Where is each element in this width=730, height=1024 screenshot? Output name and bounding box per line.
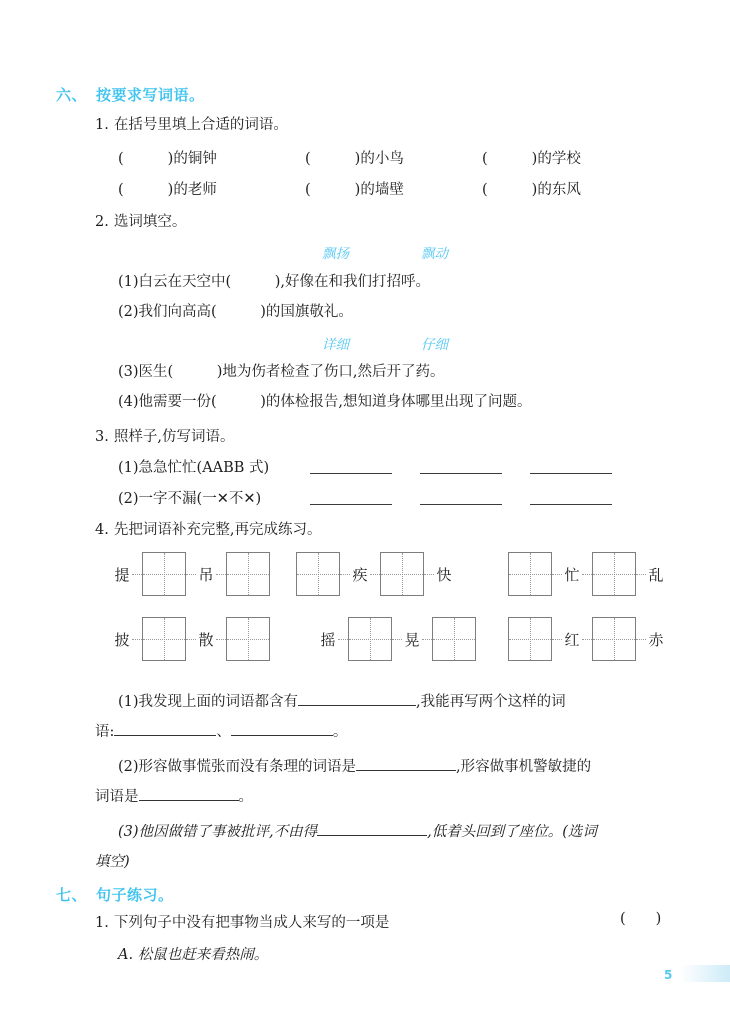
q6-4-sub-2-line-1 [118,755,591,776]
dot-connector [132,639,142,640]
q6-3-item-1-label: (1)急急忙忙(AABB 式) [118,460,270,476]
q6-4-sub-2-text-a: (2)形容做事慌张而没有条理的词语是 [118,759,357,775]
tianzige-box[interactable] [508,617,552,661]
tianzige-box[interactable] [226,552,270,596]
q6-4-sub-2-blank-1[interactable] [356,756,456,771]
page-number: 5 [664,968,673,982]
q6-1-row2-item1[interactable] [118,178,217,199]
section-six-heading [56,84,205,105]
dot-connector [392,639,402,640]
tianzige-box[interactable] [592,552,636,596]
q6-4-sub-1-text-b: ,我能再写两个这样的词 [416,694,566,710]
q6-1-word5: )的墙壁 [354,182,404,198]
q6-4-text: 先把词语补充完整,再完成练习。 [113,522,322,538]
tianzige-box[interactable] [142,617,186,661]
q6-1-word6: )的东风 [531,182,581,198]
q6-2-text: 选词填空。 [113,214,187,230]
q6-3-prompt [95,425,234,446]
q6-4-sub-2-line-2 [95,785,253,806]
q6-1-row2-item2[interactable] [305,178,404,199]
q6-2-prompt [95,210,186,231]
section-seven-heading [56,884,174,905]
q6-4-sub-1-blank-1[interactable] [298,691,416,706]
grid-mid-char: 散 [198,630,214,649]
q6-4-grid-group-5 [318,617,476,661]
q6-1-text: 在括号里填上合适的词语。 [113,117,288,133]
paren-open: ( [118,182,124,198]
q6-3-text: 照样子,仿写词语。 [113,429,235,445]
q6-4-sub-3-text-a: (3)他因做错了事被批评,不由得 [118,824,318,840]
paren-open: ( [305,182,311,198]
grid-lead-char: 提 [114,565,130,584]
dot-connector [636,639,646,640]
q6-3-item-1-blank-2[interactable] [420,473,502,474]
q6-3-item-2-blank-3[interactable] [530,504,612,505]
word-bank-1-item-2: 飘动 [421,246,448,262]
dot-connector [636,574,646,575]
dot-connector [422,639,432,640]
q6-4-grid-group-2 [296,552,454,596]
dot-connector [216,574,226,575]
q6-2-item-3[interactable]: (3)医生( )地为伤者检查了伤口,然后开了药。 [118,364,445,380]
q6-4-sub-3-blank-1[interactable] [317,821,427,836]
dot-connector [424,574,434,575]
dot-connector [370,574,380,575]
q7-1-number: 1. [95,915,109,931]
q6-1-word4: )的老师 [167,182,217,198]
grid-lead-char: 摇 [320,630,336,649]
q6-4-sub-3-text-b: ,低着头回到了座位。(选词 [427,824,597,840]
q6-1-word1: )的铜钟 [167,151,217,167]
answer-paren-close: ) [655,911,662,927]
q6-4-sub-3-line-2: 填空) [95,854,130,870]
q6-4-sub-1-sep: 、 [216,724,231,740]
q7-1-prompt [95,911,389,932]
q6-4-sub-1-text-a: (1)我发现上面的词语都含有 [118,694,299,710]
q6-2-word-bank-2 [322,333,448,353]
answer-paren-open: ( [620,911,626,927]
tianzige-box[interactable] [432,617,476,661]
grid-lead-char: 披 [114,630,130,649]
q6-4-sub-2-blank-2[interactable] [139,786,239,801]
paren-open: ( [482,182,488,198]
q6-4-grid-group-3 [508,552,666,596]
footer-gradient-bar [680,965,730,982]
grid-mid-char: 晃 [404,630,420,649]
dot-connector [216,639,226,640]
q6-4-grid-group-6 [508,617,666,661]
word-bank-2-item-2: 仔细 [421,337,448,353]
q6-1-row2-item3[interactable] [482,178,581,199]
q6-4-sub-1-text-c: 语: [95,724,115,740]
grid-mid-char: 红 [564,630,580,649]
q6-4-sub-3-line-1 [118,820,597,841]
q6-1-row1-item2[interactable] [305,147,404,168]
q7-1-answer-box[interactable] [620,911,661,927]
dot-connector [552,574,562,575]
dot-connector [186,574,196,575]
grid-mid-char: 疾 [352,565,368,584]
q7-1-text: 下列句子中没有把事物当成人来写的一项是 [113,915,390,931]
dot-connector [338,639,348,640]
q7-1-option-a[interactable]: A. 松鼠也赶来看热闹。 [118,947,269,963]
section-seven-title: 句子练习。 [96,886,174,904]
q6-2-item-2[interactable]: (2)我们向高高( )的国旗敬礼。 [118,304,353,320]
tianzige-box[interactable] [592,617,636,661]
grid-mid-char: 忙 [564,565,580,584]
dot-connector [132,574,142,575]
q6-1-number: 1. [95,117,109,133]
dot-connector [582,639,592,640]
q6-3-item-1-blank-1[interactable] [310,473,392,474]
paren-open: ( [482,151,488,167]
q6-4-prompt [95,518,321,539]
q6-3-number: 3. [95,429,109,445]
q6-4-sub-1-blank-3[interactable] [231,721,333,736]
tianzige-box[interactable] [142,552,186,596]
q6-4-sub-1-line-2 [95,720,347,741]
q6-1-word3: )的学校 [531,151,581,167]
q6-4-sub-1-blank-2[interactable] [114,721,216,736]
q6-1-row1-item3[interactable] [482,147,581,168]
word-bank-2-item-1: 详细 [322,337,349,353]
section-six-number: 六、 [56,86,88,104]
q6-4-sub-2-text-d: 。 [238,789,253,805]
q6-4-sub-2-text-b: ,形容做事机警敏捷的 [456,759,592,775]
tianzige-box[interactable] [296,552,340,596]
tianzige-box[interactable] [348,617,392,661]
grid-mid-char: 吊 [198,565,214,584]
q6-4-grid-group-4 [112,617,270,661]
grid-trail-char: 快 [436,565,452,584]
section-six-title: 按要求写词语。 [96,86,205,104]
paren-open: ( [305,151,311,167]
q6-3-item-1-blank-3[interactable] [530,473,612,474]
q6-3-item-2-label: (2)一字不漏(一✕不✕) [118,491,262,507]
section-seven-number: 七、 [56,886,88,904]
tianzige-box[interactable] [226,617,270,661]
dot-connector [582,574,592,575]
q6-2-number: 2. [95,214,109,230]
word-bank-1-item-1: 飘扬 [322,246,349,262]
q6-1-prompt [95,113,288,134]
q6-2-item-4[interactable]: (4)他需要一份( )的体检报告,想知道身体哪里出现了问题。 [118,394,532,410]
dot-connector [552,639,562,640]
q6-3-item-2-blank-1[interactable] [310,504,392,505]
grid-trail-char: 赤 [648,630,664,649]
q6-1-word2: )的小鸟 [354,151,404,167]
grid-trail-char: 乱 [648,565,664,584]
q6-1-row1-item1[interactable] [118,147,217,168]
q6-4-sub-2-text-c: 词语是 [95,789,139,805]
paren-open: ( [118,151,124,167]
dot-connector [340,574,350,575]
dot-connector [186,639,196,640]
tianzige-box[interactable] [380,552,424,596]
q6-4-sub-1-line-1 [118,690,566,711]
q6-2-word-bank-1 [322,242,448,262]
q6-4-sub-1-text-e: 。 [332,724,348,740]
q6-4-number: 4. [95,522,109,538]
q6-3-item-2-blank-2[interactable] [420,504,502,505]
q6-2-item-1[interactable]: (1)白云在天空中( ),好像在和我们打招呼。 [118,274,430,290]
q6-4-grid-group-1 [112,552,270,596]
tianzige-box[interactable] [508,552,552,596]
